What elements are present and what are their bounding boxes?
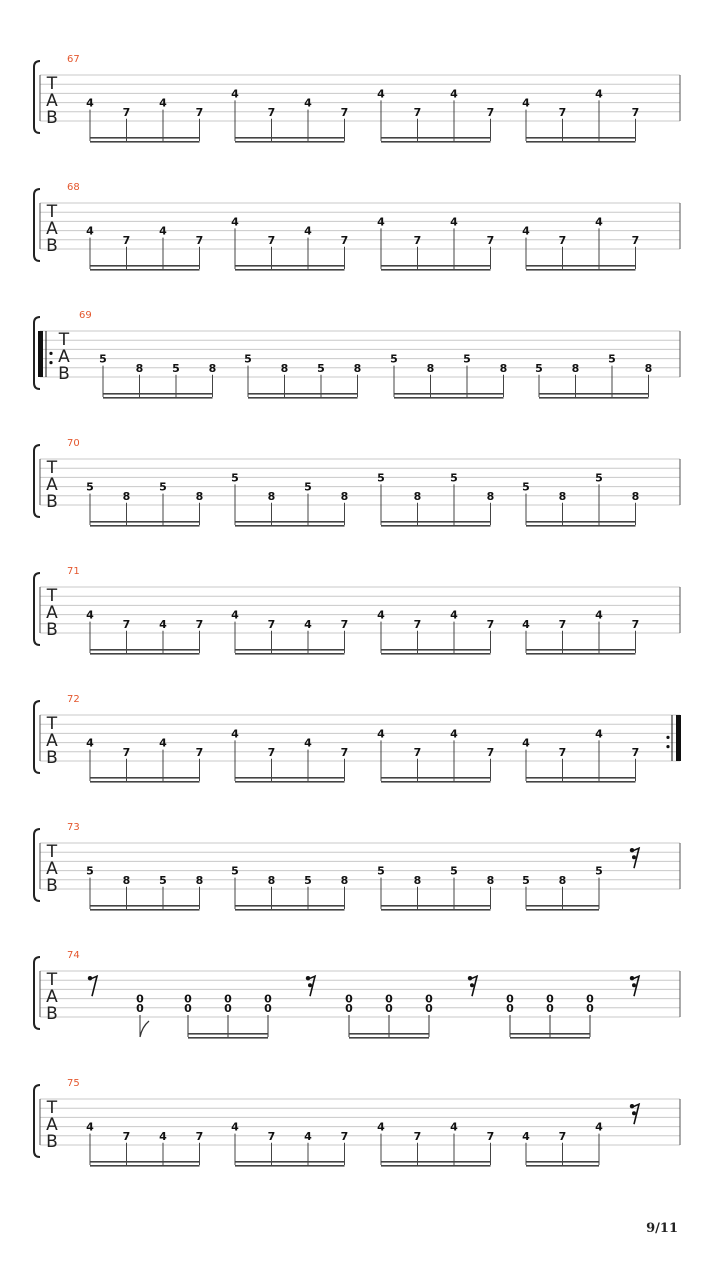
repeat-dot — [49, 361, 52, 364]
fret-number: 4 — [86, 608, 94, 622]
fret-number: 7 — [195, 617, 204, 631]
fret-number: 8 — [340, 489, 349, 503]
tab-system — [34, 694, 681, 783]
beam — [235, 1161, 345, 1163]
fret-number: 7 — [340, 233, 349, 247]
fret-number: 4 — [522, 96, 530, 110]
fret-number: 0 — [345, 992, 353, 1006]
fret-number: 7 — [122, 617, 131, 631]
measure-number: 68 — [67, 182, 80, 193]
beam — [90, 909, 200, 911]
fret-number: 7 — [122, 105, 131, 119]
fret-number: 5 — [304, 873, 312, 887]
fret-number: 8 — [280, 361, 289, 375]
fret-number: 0 — [264, 1001, 272, 1015]
fret-number: 7 — [631, 617, 640, 631]
fret-number: 4 — [522, 1129, 530, 1143]
fret-number: 5 — [86, 480, 94, 494]
fret-number: 4 — [450, 727, 458, 741]
fret-number: 0 — [224, 992, 232, 1006]
fret-number: 0 — [546, 992, 554, 1006]
beam — [235, 905, 345, 907]
fret-number: 7 — [558, 1129, 567, 1143]
fret-number: 4 — [231, 215, 239, 229]
fret-number: 4 — [304, 1129, 312, 1143]
beam — [381, 141, 491, 143]
fret-number: 7 — [340, 745, 349, 759]
beam — [526, 781, 636, 783]
fret-number: 7 — [195, 745, 204, 759]
tab-system — [34, 822, 680, 911]
fret-number: 4 — [159, 736, 167, 750]
fret-number: 7 — [558, 105, 567, 119]
tab-system — [34, 54, 680, 143]
beam — [381, 269, 491, 271]
beam — [248, 393, 358, 395]
sixteenth-rest-dot — [632, 983, 636, 987]
beam — [235, 265, 345, 267]
tab-clef-letter: A — [46, 1115, 58, 1135]
beam — [235, 909, 345, 911]
tab-system — [34, 182, 680, 271]
sixteenth-rest-dot — [308, 983, 312, 987]
beam — [381, 649, 491, 651]
beam — [90, 905, 200, 907]
fret-number: 4 — [450, 1120, 458, 1134]
fret-number: 8 — [486, 873, 495, 887]
beam — [90, 141, 200, 143]
beam — [381, 1165, 491, 1167]
fret-number: 5 — [159, 873, 167, 887]
repeat-end-thick-bar — [676, 715, 681, 761]
fret-number: 4 — [231, 608, 239, 622]
fret-number: 7 — [122, 745, 131, 759]
fret-number: 7 — [631, 233, 640, 247]
tab-clef-letter: B — [46, 108, 58, 128]
fret-number: 0 — [425, 992, 433, 1006]
beam — [248, 397, 358, 399]
tab-clef-letter: A — [58, 347, 70, 367]
beam — [103, 397, 213, 399]
fret-number: 4 — [595, 1120, 603, 1134]
fret-number: 0 — [425, 1001, 433, 1015]
fret-number: 7 — [195, 233, 204, 247]
fret-number: 5 — [99, 352, 107, 366]
beam — [235, 649, 345, 651]
fret-number: 7 — [267, 745, 276, 759]
note-flag — [140, 1021, 149, 1037]
fret-number: 4 — [86, 736, 94, 750]
fret-number: 4 — [377, 608, 385, 622]
fret-number: 5 — [463, 352, 471, 366]
tab-clef-letter: T — [46, 458, 58, 478]
fret-number: 4 — [450, 215, 458, 229]
repeat-dot — [49, 352, 52, 355]
beam — [526, 777, 636, 779]
beam — [539, 397, 649, 399]
fret-number: 8 — [122, 489, 131, 503]
beam — [90, 777, 200, 779]
sixteenth-rest-dot — [470, 983, 474, 987]
system-brace — [34, 701, 40, 773]
fret-number: 8 — [267, 873, 276, 887]
measure-number: 72 — [67, 694, 80, 705]
fret-number: 7 — [631, 105, 640, 119]
beam — [349, 1033, 429, 1035]
beam — [526, 649, 636, 651]
fret-number: 8 — [208, 361, 217, 375]
beam — [381, 905, 491, 907]
measure-number: 71 — [67, 566, 80, 577]
fret-number: 7 — [413, 105, 422, 119]
system-brace — [34, 61, 40, 133]
fret-number: 8 — [122, 873, 131, 887]
fret-number: 8 — [426, 361, 435, 375]
tab-clef-letter: B — [46, 236, 58, 256]
beam — [188, 1037, 268, 1039]
fret-number: 7 — [122, 233, 131, 247]
beam — [381, 137, 491, 139]
beam — [235, 777, 345, 779]
fret-number: 8 — [413, 489, 422, 503]
beam — [235, 525, 345, 527]
beam — [90, 137, 200, 139]
beam — [90, 649, 200, 651]
fret-number: 0 — [345, 1001, 353, 1015]
fret-number: 0 — [385, 1001, 393, 1015]
beam — [381, 781, 491, 783]
system-brace — [34, 573, 40, 645]
fret-number: 7 — [413, 233, 422, 247]
beam — [349, 1037, 429, 1039]
beam — [235, 653, 345, 655]
fret-number: 5 — [231, 864, 239, 878]
measure-number: 75 — [67, 1078, 80, 1089]
fret-number: 4 — [86, 1120, 94, 1134]
fret-number: 7 — [267, 233, 276, 247]
tab-clef-letter: A — [46, 91, 58, 111]
fret-number: 7 — [486, 105, 495, 119]
fret-number: 4 — [377, 87, 385, 101]
fret-number: 7 — [558, 617, 567, 631]
fret-number: 0 — [184, 1001, 192, 1015]
beam — [539, 393, 649, 395]
tab-clef-letter: T — [46, 74, 58, 94]
fret-number: 0 — [264, 992, 272, 1006]
tab-system — [34, 950, 680, 1039]
fret-number: 5 — [390, 352, 398, 366]
tab-clef-letter: T — [46, 586, 58, 606]
fret-number: 5 — [522, 873, 530, 887]
fret-number: 8 — [340, 873, 349, 887]
beam — [90, 781, 200, 783]
tab-system — [34, 566, 680, 655]
fret-number: 5 — [377, 864, 385, 878]
tab-system — [34, 1078, 680, 1167]
tab-clef-letter: A — [46, 219, 58, 239]
fret-number: 7 — [267, 1129, 276, 1143]
beam — [103, 393, 213, 395]
fret-number: 0 — [506, 1001, 514, 1015]
fret-number: 7 — [340, 617, 349, 631]
fret-number: 4 — [522, 617, 530, 631]
fret-number: 4 — [304, 617, 312, 631]
fret-number: 0 — [184, 992, 192, 1006]
tab-clef-letter: T — [58, 330, 70, 350]
beam — [394, 393, 504, 395]
beam — [526, 909, 599, 911]
fret-number: 7 — [558, 745, 567, 759]
fret-number: 8 — [135, 361, 144, 375]
fret-number: 4 — [231, 727, 239, 741]
fret-number: 4 — [231, 1120, 239, 1134]
tab-clef-letter: T — [46, 714, 58, 734]
beam — [526, 1165, 599, 1167]
tab-system — [34, 438, 680, 527]
fret-number: 0 — [586, 992, 594, 1006]
tab-clef-letter: B — [46, 748, 58, 768]
fret-number: 7 — [267, 105, 276, 119]
fret-number: 8 — [558, 489, 567, 503]
measure-number: 73 — [67, 822, 80, 833]
beam — [188, 1033, 268, 1035]
fret-number: 5 — [450, 864, 458, 878]
beam — [235, 137, 345, 139]
repeat-dot — [666, 745, 669, 748]
sixteenth-rest-dot — [632, 1111, 636, 1115]
measure-number: 70 — [67, 438, 80, 449]
beam — [90, 269, 200, 271]
beam — [526, 265, 636, 267]
beam — [381, 1161, 491, 1163]
beam — [526, 137, 636, 139]
beam — [235, 1165, 345, 1167]
fret-number: 0 — [506, 992, 514, 1006]
tab-clef-letter: B — [46, 620, 58, 640]
fret-number: 7 — [486, 617, 495, 631]
fret-number: 5 — [244, 352, 252, 366]
beam — [394, 397, 504, 399]
eighth-rest — [90, 976, 97, 996]
beam — [90, 653, 200, 655]
fret-number: 4 — [159, 1129, 167, 1143]
fret-number: 8 — [267, 489, 276, 503]
fret-number: 7 — [122, 1129, 131, 1143]
tab-clef-letter: B — [46, 1004, 58, 1024]
beam — [381, 265, 491, 267]
beam — [526, 521, 636, 523]
beam — [235, 521, 345, 523]
fret-number: 5 — [231, 471, 239, 485]
fret-number: 4 — [595, 87, 603, 101]
fret-number: 4 — [450, 87, 458, 101]
beam — [526, 269, 636, 271]
fret-number: 8 — [413, 873, 422, 887]
beam — [90, 1161, 200, 1163]
beam — [381, 909, 491, 911]
fret-number: 5 — [317, 361, 325, 375]
beam — [90, 525, 200, 527]
measure-number: 74 — [67, 950, 80, 961]
fret-number: 4 — [450, 608, 458, 622]
tab-clef-letter: B — [46, 876, 58, 896]
tab-clef-letter: A — [46, 731, 58, 751]
beam — [235, 269, 345, 271]
repeat-start-thick-bar — [38, 331, 43, 377]
fret-number: 0 — [136, 1001, 144, 1015]
tab-clef-letter: B — [46, 492, 58, 512]
tab-system — [34, 310, 680, 399]
beam — [381, 525, 491, 527]
tab-clef-letter: B — [46, 1132, 58, 1152]
tab-clef-letter: B — [58, 364, 70, 384]
fret-number: 4 — [304, 96, 312, 110]
fret-number: 8 — [195, 489, 204, 503]
fret-number: 5 — [522, 480, 530, 494]
fret-number: 5 — [595, 864, 603, 878]
beam — [90, 265, 200, 267]
beam — [510, 1037, 590, 1039]
fret-number: 4 — [231, 87, 239, 101]
beam — [381, 777, 491, 779]
system-brace — [34, 189, 40, 261]
fret-number: 7 — [340, 1129, 349, 1143]
tab-clef-letter: A — [46, 859, 58, 879]
fret-number: 7 — [558, 233, 567, 247]
beam — [526, 905, 599, 907]
beam — [235, 781, 345, 783]
system-brace — [34, 957, 40, 1029]
fret-number: 7 — [631, 745, 640, 759]
fret-number: 0 — [136, 992, 144, 1006]
fret-number: 4 — [159, 617, 167, 631]
fret-number: 7 — [486, 745, 495, 759]
fret-number: 7 — [413, 745, 422, 759]
fret-number: 8 — [353, 361, 362, 375]
sixteenth-rest-dot — [632, 855, 636, 859]
fret-number: 5 — [595, 471, 603, 485]
tab-clef-letter: T — [46, 970, 58, 990]
fret-number: 4 — [522, 224, 530, 238]
fret-number: 7 — [340, 105, 349, 119]
fret-number: 8 — [644, 361, 653, 375]
system-brace — [34, 445, 40, 517]
tab-clef-letter: A — [46, 475, 58, 495]
fret-number: 8 — [486, 489, 495, 503]
fret-number: 7 — [267, 617, 276, 631]
fret-number: 4 — [304, 224, 312, 238]
tab-clef-letter: A — [46, 987, 58, 1007]
measure-number: 67 — [67, 54, 80, 65]
fret-number: 7 — [486, 1129, 495, 1143]
beam — [510, 1033, 590, 1035]
fret-number: 4 — [595, 727, 603, 741]
beam — [381, 653, 491, 655]
fret-number: 4 — [595, 215, 603, 229]
fret-number: 8 — [558, 873, 567, 887]
beam — [526, 653, 636, 655]
beam — [526, 1161, 599, 1163]
fret-number: 4 — [377, 727, 385, 741]
beam — [90, 521, 200, 523]
fret-number: 4 — [377, 215, 385, 229]
fret-number: 0 — [385, 992, 393, 1006]
fret-number: 0 — [546, 1001, 554, 1015]
fret-number: 5 — [535, 361, 543, 375]
fret-number: 7 — [486, 233, 495, 247]
fret-number: 7 — [195, 105, 204, 119]
tab-clef-letter: T — [46, 1098, 58, 1118]
fret-number: 5 — [377, 471, 385, 485]
system-brace — [34, 829, 40, 901]
fret-number: 8 — [571, 361, 580, 375]
fret-number: 7 — [413, 1129, 422, 1143]
fret-number: 8 — [631, 489, 640, 503]
fret-number: 5 — [172, 361, 180, 375]
fret-number: 4 — [377, 1120, 385, 1134]
fret-number: 4 — [304, 736, 312, 750]
fret-number: 5 — [86, 864, 94, 878]
tab-clef-letter: T — [46, 202, 58, 222]
fret-number: 7 — [413, 617, 422, 631]
fret-number: 8 — [499, 361, 508, 375]
fret-number: 4 — [522, 736, 530, 750]
measure-number: 69 — [79, 310, 92, 321]
fret-number: 5 — [608, 352, 616, 366]
fret-number: 4 — [159, 96, 167, 110]
beam — [526, 141, 636, 143]
fret-number: 7 — [195, 1129, 204, 1143]
repeat-dot — [666, 736, 669, 739]
fret-number: 5 — [304, 480, 312, 494]
beam — [235, 141, 345, 143]
fret-number: 4 — [159, 224, 167, 238]
tab-clef-letter: A — [46, 603, 58, 623]
fret-number: 5 — [159, 480, 167, 494]
beam — [90, 1165, 200, 1167]
beam — [381, 521, 491, 523]
tab-clef-letter: T — [46, 842, 58, 862]
system-brace — [34, 1085, 40, 1157]
beam — [526, 525, 636, 527]
fret-number: 4 — [595, 608, 603, 622]
fret-number: 4 — [86, 224, 94, 238]
page-number: 9/11 — [646, 1221, 678, 1236]
fret-number: 0 — [224, 1001, 232, 1015]
fret-number: 0 — [586, 1001, 594, 1015]
fret-number: 8 — [195, 873, 204, 887]
fret-number: 4 — [86, 96, 94, 110]
fret-number: 5 — [450, 471, 458, 485]
